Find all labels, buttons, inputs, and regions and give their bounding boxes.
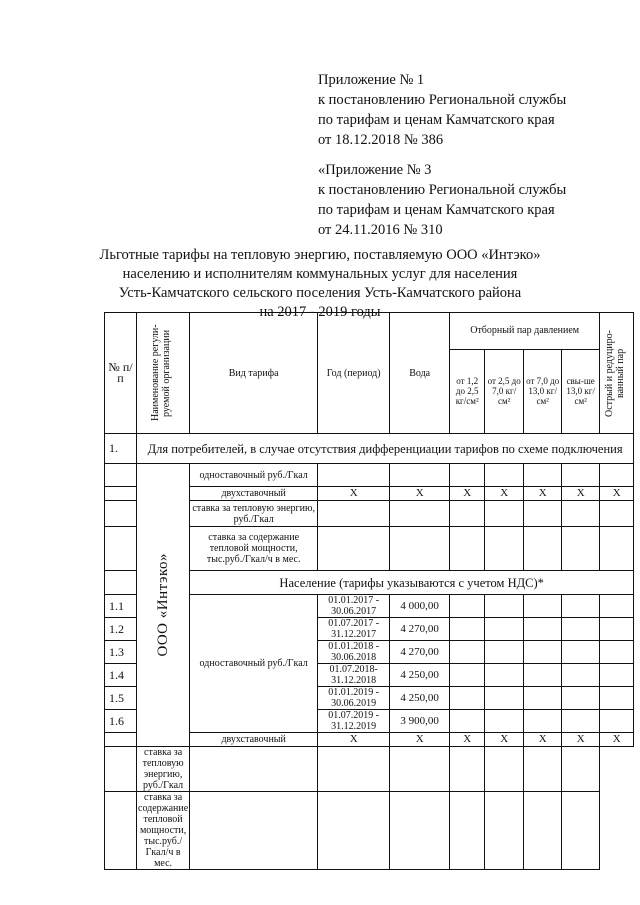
row-num: 1.1 <box>105 595 137 618</box>
row-period: 01.07.2019 - 31.12.2019 <box>318 710 390 733</box>
org-name: ООО «Интэко» <box>154 553 171 657</box>
header-sharp: Острый и редуциро-ванный пар <box>603 329 626 417</box>
empty-cell <box>105 747 137 792</box>
s2-double-label: двухставочный <box>190 733 318 747</box>
row-num: 1.5 <box>105 687 137 710</box>
header-steam-2: от 2,5 до 7,0 кг/см² <box>485 349 524 433</box>
appendix-1-line: от 18.12.2018 № 386 <box>318 132 444 148</box>
section-1-num: 1. <box>105 434 137 464</box>
x-mark: Х <box>390 733 450 747</box>
x-mark: Х <box>318 487 390 501</box>
row-num: 1.4 <box>105 664 137 687</box>
appendix-3-line: от 24.11.2016 № 310 <box>318 222 443 238</box>
header-water: Вода <box>390 313 450 434</box>
row-value: 3 900,00 <box>390 710 450 733</box>
appendix-1-line: по тарифам и ценам Камчатского края <box>318 112 555 128</box>
row-num: 1.2 <box>105 618 137 641</box>
row-period: 01.01.2019 - 30.06.2019 <box>318 687 390 710</box>
x-mark: Х <box>485 487 524 501</box>
x-mark: Х <box>600 487 634 501</box>
header-org: Наименование регули-руемой организации <box>150 324 173 422</box>
row-value: 4 270,00 <box>390 618 450 641</box>
s2-rate-capacity-label: ставка за содержание тепловой мощности, тыс.руб./Гкал/ч в мес. <box>138 792 189 869</box>
header-sharp-cell <box>600 313 634 434</box>
section-1-title: Для потребителей, в случае отсутствия дифференциации тарифов по схеме подключения <box>137 434 634 464</box>
empty-cell <box>105 792 137 870</box>
x-mark: Х <box>600 733 634 747</box>
header-steam-1: от 1,2 до 2,5 кг/см² <box>450 349 485 433</box>
empty-cell <box>105 487 137 501</box>
row-value: 4 270,00 <box>390 641 450 664</box>
s1-rate-capacity-label: ставка за содержание тепловой мощности, тыс.руб./Гкал/ч в мес. <box>190 527 318 571</box>
title-line: на 2017 - 2019 годы <box>259 304 381 320</box>
row-period: 01.07.2017 - 31.12.2017 <box>318 618 390 641</box>
row-value: 4 000,00 <box>390 595 450 618</box>
row-period: 01.07.2018- 31.12.2018 <box>318 664 390 687</box>
x-mark: Х <box>390 487 450 501</box>
row-num: 1.6 <box>105 710 137 733</box>
appendix-3-line: «Приложение № 3 <box>318 162 432 178</box>
empty-cell <box>105 527 137 571</box>
row-period: 01.01.2017 - 30.06.2017 <box>318 595 390 618</box>
s1-double-label: двухставочный <box>190 487 318 501</box>
title-line: населению и исполнителям коммунальных услуг для населения <box>122 266 518 282</box>
title-line: Льготные тарифы на тепловую энергию, поставляемую ООО «Интэко» <box>99 247 541 263</box>
header-steam-4: свы-ше 13,0 кг/см² <box>562 349 600 433</box>
row-num: 1.3 <box>105 641 137 664</box>
s1-rate-energy-label: ставка за тепловую энергию, руб./Гкал <box>190 501 318 527</box>
title-line: Усть-Камчатского сельского поселения Усть-Камчатского района <box>118 285 522 301</box>
tariff-table <box>104 312 634 870</box>
s1-single-label: одноставочный руб./Гкал <box>190 464 318 487</box>
row-period: 01.01.2018 - 30.06.2018 <box>318 641 390 664</box>
x-mark: Х <box>450 487 485 501</box>
header-tariff-type: Вид тарифа <box>190 313 318 434</box>
header-steam-group: Отборный пар давлением <box>450 313 600 350</box>
header-steam-3: от 7,0 до 13,0 кг/см² <box>524 349 562 433</box>
empty-cell <box>105 501 137 527</box>
header-num: № п/п <box>105 313 137 434</box>
appendix-1-line: к постановлению Региональной службы <box>318 92 567 108</box>
row-value: 4 250,00 <box>390 664 450 687</box>
appendix-3-block <box>318 160 566 240</box>
header-period: Год (период) <box>318 313 390 434</box>
section-2-title: Население (тарифы указываются с учетом НДС)* <box>190 571 634 595</box>
x-mark: Х <box>450 733 485 747</box>
appendix-1-line: Приложение № 1 <box>318 72 425 88</box>
s2-single-label: одноставочный руб./Гкал <box>190 595 318 733</box>
org-name-cell <box>137 464 190 747</box>
x-mark: Х <box>524 487 562 501</box>
s2-rate-energy-label: ставка за тепловую энергию, руб./Гкал <box>137 747 190 792</box>
x-mark: Х <box>318 733 390 747</box>
appendix-3-line: к постановлению Региональной службы <box>318 182 567 198</box>
document-title <box>40 246 600 322</box>
empty-cell <box>105 733 137 747</box>
empty-cell <box>105 571 137 595</box>
appendix-1-block <box>318 70 566 150</box>
empty-cell <box>105 464 137 487</box>
x-mark: Х <box>524 733 562 747</box>
row-value: 4 250,00 <box>390 687 450 710</box>
x-mark: Х <box>562 487 600 501</box>
x-mark: Х <box>562 733 600 747</box>
appendix-3-line: по тарифам и ценам Камчатского края <box>318 202 555 218</box>
x-mark: Х <box>485 733 524 747</box>
header-org-cell <box>137 313 190 434</box>
